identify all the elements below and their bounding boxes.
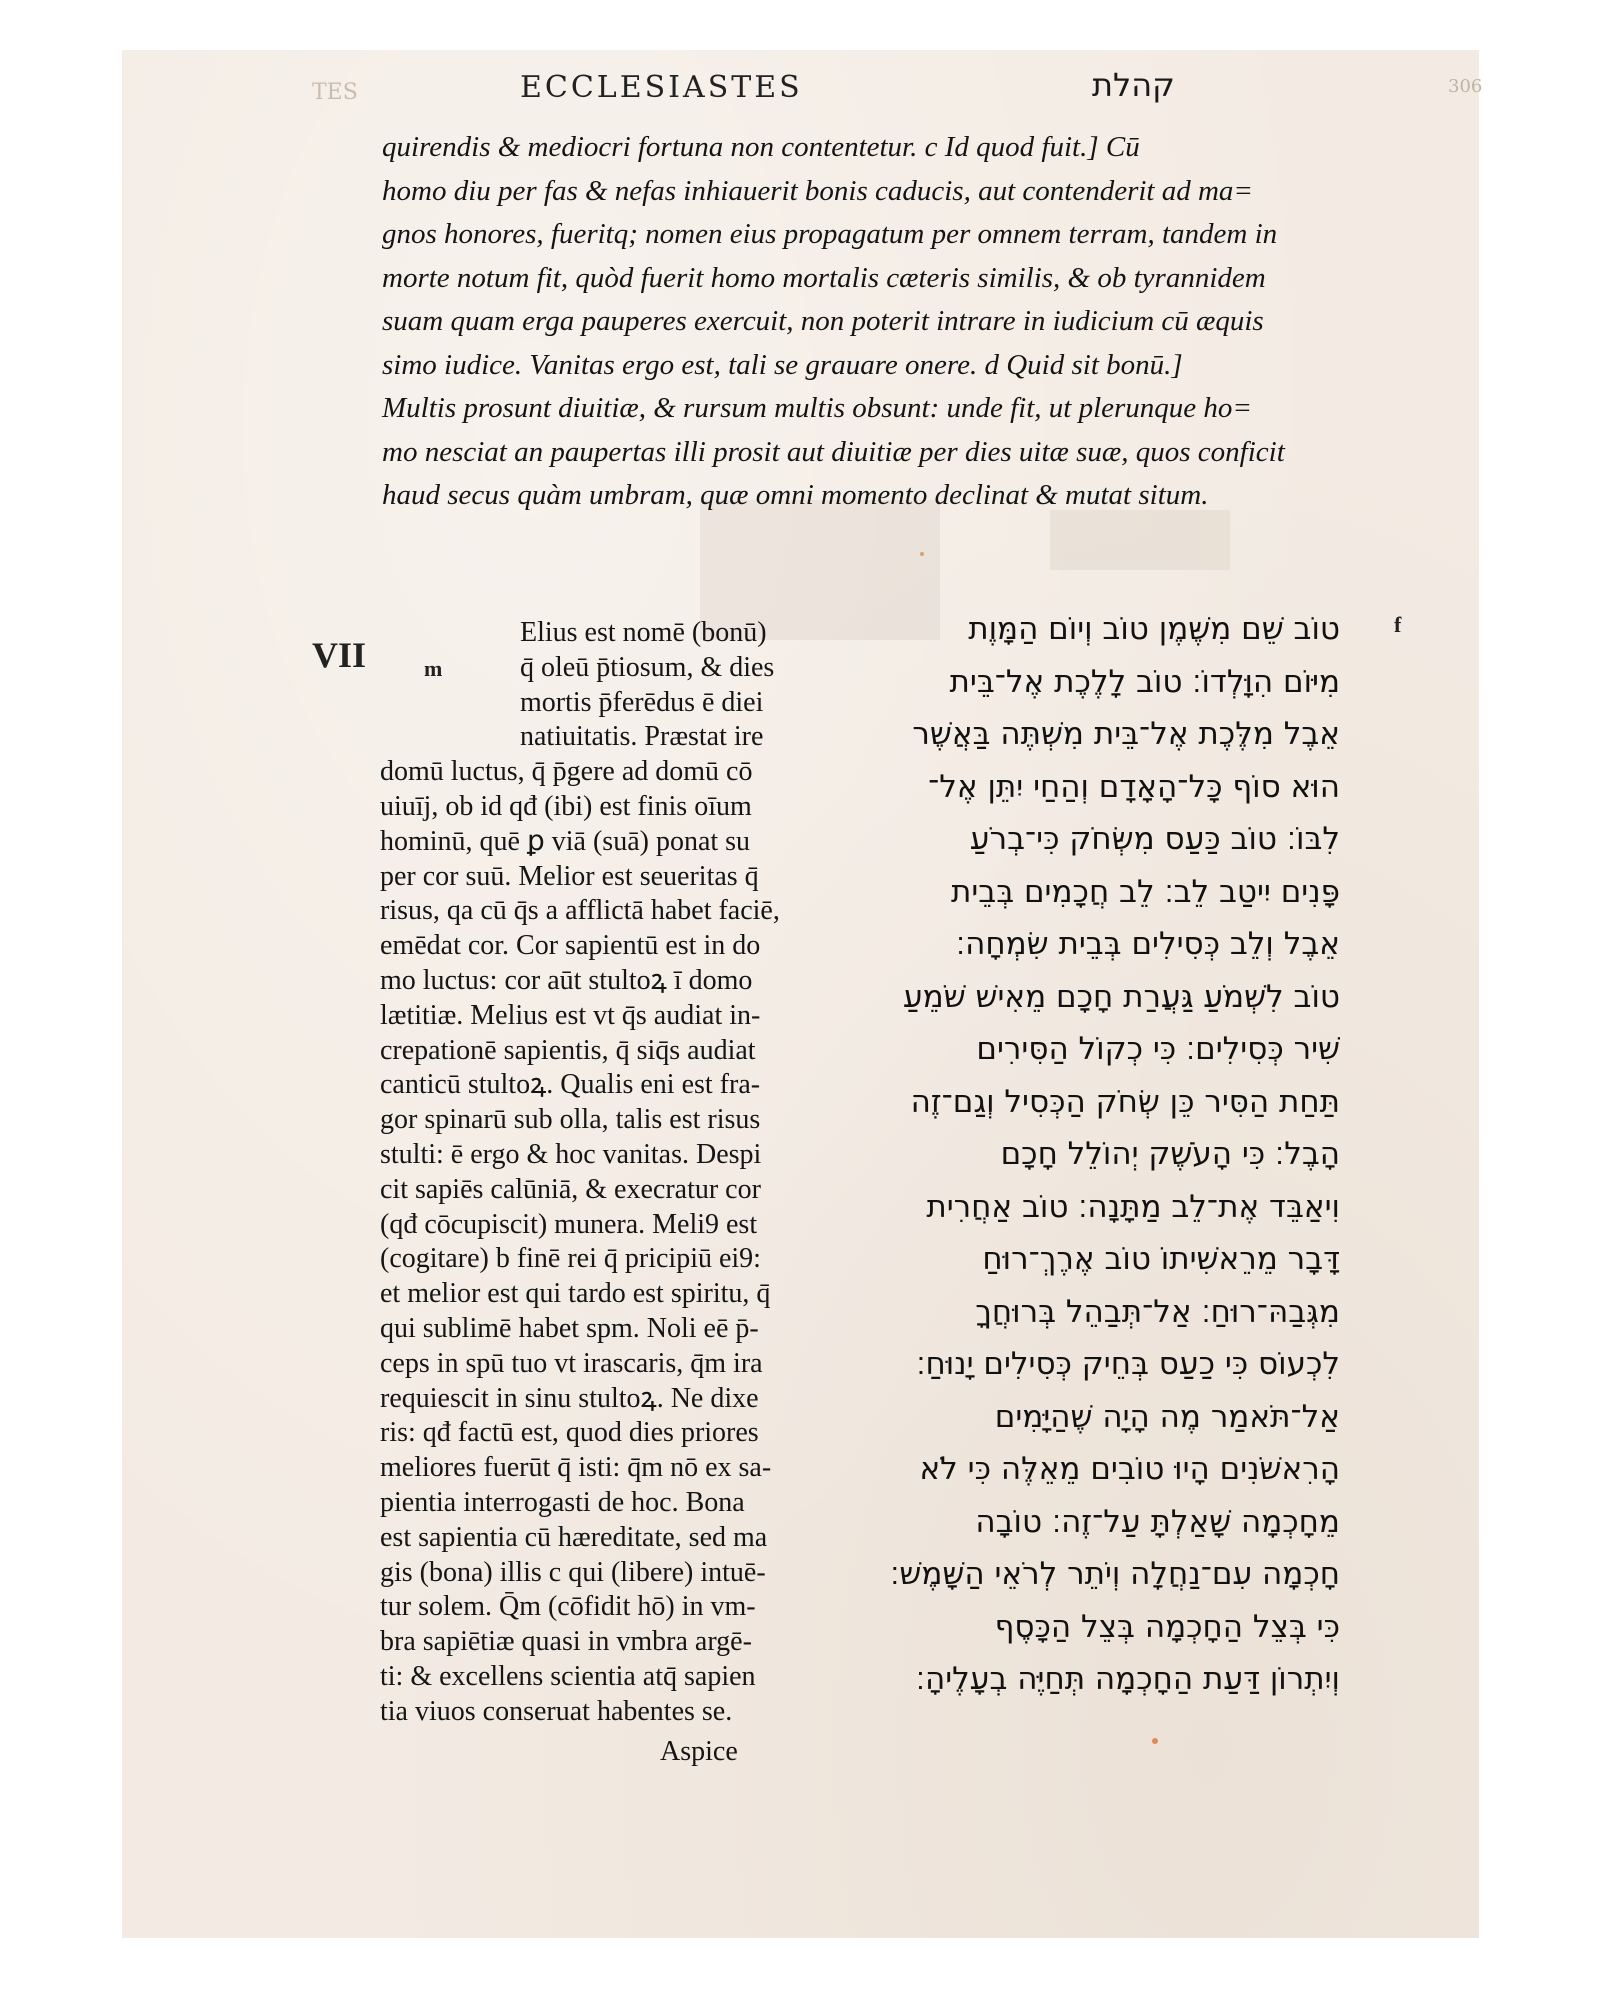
hebrew-line: וִיאַבֵּד אֶת־לֵב מַתָּנָה׃ טוֹב אַחֲרִית (926, 1188, 1340, 1225)
running-head-hebrew: קהלת (1092, 66, 1175, 104)
latin-line: et melior est qui tardo est spiritu, q̄ (380, 1278, 771, 1310)
bleed-through-header: TES (312, 80, 358, 105)
latin-line: risus, qa cū q̄s a afflictā habet faciē, (380, 895, 780, 927)
latin-line: stulti: ē ergo & hoc vanitas. Despi (380, 1138, 762, 1170)
chapter-number: VII (312, 635, 367, 675)
hebrew-line: מִיּוֹם הִוָּלְדוֹ׃ טוֹב לָלֶכֶת אֶל־בֵּית (949, 663, 1340, 700)
commentary-line: Multis prosunt diuitiæ, & rursum multis obsunt: unde fit, ut plerunque ho= (382, 392, 1252, 424)
latin-line: lætitiæ. Melius est vt q̄s audiat in- (380, 999, 761, 1031)
latin-line: meliores fuerūt q̄ isti: q̄m nō ex sa- (380, 1452, 772, 1484)
latin-line: uiuīj, ob id qđ (ibi) est finis oīum (380, 790, 752, 822)
latin-line: qui sublimē habet spm. Noli eē p̄- (380, 1312, 759, 1344)
latin-line: requiescit in sinu stultoꝝ. Ne dixe (380, 1382, 759, 1414)
latin-line: hominū, quē ꝑ viā (suā) ponat su (380, 825, 751, 857)
hebrew-line: לִבּוֹ׃ טוֹב כַּעַס מִשְּׂחֹק כִּי־בְרֹעַ (969, 821, 1340, 857)
hebrew-line: וְיִתְרוֹן דַּעַת הַחָכְמָה תְּחַיֶּה בְעָלֶיהָ׃ (915, 1661, 1340, 1697)
latin-line: Elius est nomē (bonū) (520, 617, 767, 648)
hebrew-line: טוֹב שֵׁם מִשֶּׁמֶן טוֹב וְיוֹם הַמָּוֶת (968, 611, 1340, 647)
latin-line: mortis p̄ferēdus ē diei (520, 686, 764, 718)
commentary-line: morte notum fit, quòd fuerit homo mortalis cæteris similis, & ob tyrannidem (382, 261, 1266, 294)
commentary-line: suam quam erga pauperes exercuit, non poterit intrare in iudicium cū æquis (382, 305, 1264, 337)
folio-number: 306 (1448, 76, 1483, 97)
hebrew-line: הוּא סוֹף כָּל־הָאָדָם וְהַחַי יִתֵּן אֶל־ (928, 768, 1340, 805)
hebrew-line: אֵבֶל מִלֶּכֶת אֶל־בֵּית מִשְׁתֶּה בַּאֲשֶׁר (912, 716, 1340, 752)
hebrew-line: לִכְעוֹס כִּי כַעַס בְּחֵיק כְּסִילִים יָנוּחַ׃ (916, 1346, 1340, 1382)
latin-line: tia viuos conseruat habentes se. (380, 1695, 733, 1727)
latin-line: ti: & excellens scientia atq̄ sapien (380, 1660, 756, 1692)
latin-line: natiuitatis. Præstat ire (520, 721, 764, 753)
commentary-line: quirendis & mediocri fortuna non contentetur. c Id quod fuit.] Cū (382, 131, 1140, 163)
commentary-line: mo nesciat an paupertas illi prosit aut diuitiæ per dies uitæ suæ, quos conficit (382, 435, 1285, 468)
commentary-block (382, 126, 1347, 518)
margin-note-mark: m (424, 656, 443, 681)
hebrew-line: הָבֶל׃ כִּי הָעֹשֶׁק יְהוֹלֵל חָכָם (1000, 1136, 1340, 1172)
hebrew-line: טוֹב לִשְׁמֹעַ גַּעֲרַת חָכָם מֵאִישׁ שֹׁמֵעַ (902, 978, 1340, 1015)
latin-line: gor spinarū sub olla, talis est risus (380, 1104, 761, 1136)
hebrew-line: אֵבֶל וְלֵב כְּסִילִים בְּבֵית שִׂמְחָה׃ (955, 926, 1340, 962)
hebrew-line: אַל־תֹּאמַר מֶה הָיָה שֶׁהַיָּמִים (994, 1398, 1340, 1435)
commentary-line: homo diu per fas & nefas inhiauerit bonis caducis, aut contenderit ad ma= (382, 174, 1253, 207)
latin-line: pientia interrogasti de hoc. Bona (380, 1486, 745, 1518)
latin-line: per cor suū. Melior est seueritas q̄ (380, 860, 759, 892)
latin-line: bra sapiētiæ quasi in vmbra argē- (380, 1626, 752, 1658)
hebrew-line: פָּנִים יִיטַב לֵב׃ לֵב חֲכָמִים בְּבֵית (950, 873, 1340, 910)
latin-line: (qđ cōcupiscit) munera. Meli9 est (380, 1208, 758, 1240)
latin-line: crepationē sapientis, q̄ siq̄s audiat (380, 1034, 756, 1066)
latin-line: mo luctus: cor aūt stultoꝝ ī domo (380, 964, 753, 996)
latin-line: (cogitare) b finē rei q̄ pricipiū ei9: (380, 1243, 761, 1275)
paper-spot (1152, 1738, 1158, 1744)
hebrew-line: כִּי בְּצֵל הַחָכְמָה בְּצֵל הַכָּסֶף (994, 1608, 1340, 1645)
hebrew-line: הָרִאשֹׁנִים הָיוּ טוֹבִים מֵאֵלֶּה כִּי לֹא (919, 1451, 1340, 1487)
latin-line: ceps in spū tuo vt irascaris, q̄m ira (380, 1347, 763, 1379)
hebrew-line: מֵחָכְמָה שָׁאַלְתָּ עַל־זֶה׃ טוֹבָה (975, 1503, 1340, 1540)
hebrew-line: דָּבָר מֵרֵאשִׁיתוֹ טוֹב אֶרֶךְ־רוּחַ (982, 1241, 1340, 1277)
latin-line: tur solem. Q̄m (cōfidit hō) in vm- (380, 1591, 756, 1623)
catchword: Aspice (660, 1736, 738, 1767)
commentary-line: gnos honores, fueritq; nomen eius propagatum per omnem terram, tandem in (382, 218, 1278, 250)
latin-line: q̄ oleū p̄tiosum, & dies (520, 651, 775, 683)
hebrew-line: תַּחַת הַסִּיר כֵּן שְׂחֹק הַכְּסִיל וְגַם־זֶה (910, 1083, 1340, 1120)
latin-line: est sapientia cū hæreditate, sed ma (380, 1521, 768, 1553)
latin-line: ris: qđ factū est, quod dies priores (380, 1417, 759, 1449)
commentary-line: simo iudice. Vanitas ergo est, tali se grauare onere. d Quid sit bonū.] (382, 348, 1183, 381)
commentary-line: haud secus quàm umbram, quæ omni momento declinat & mutat situm. (382, 479, 1209, 511)
hebrew-line: שִׁיר כְּסִילִים׃ כִּי כְקוֹל הַסִּירִים (976, 1031, 1340, 1067)
latin-line: emēdat cor. Cor sapientū est in do (380, 930, 761, 962)
paper-spot (920, 552, 924, 556)
hebrew-line: מִגְּבַהּ־רוּחַ׃ אַל־תְּבַהֵל בְּרוּחֲךָ (975, 1293, 1340, 1330)
latin-line: cit sapiēs calūniā, & execratur cor (380, 1173, 761, 1205)
hebrew-line: חָכְמָה עִם־נַחֲלָה וְיֹתֵר לְרֹאֵי הַשָּׁמֶשׁ׃ (890, 1556, 1340, 1592)
latin-line: domū luctus, q̄ p̄gere ad domū cō (380, 756, 753, 788)
latin-line: gis (bona) illis c qui (libere) intuē- (380, 1556, 766, 1588)
latin-translation-column (380, 616, 840, 1730)
latin-line: canticū stultoꝝ. Qualis eni est fra- (380, 1069, 761, 1101)
bleed-through-shadow (1050, 510, 1230, 570)
hebrew-text-column (870, 603, 1340, 1706)
running-head-latin: ECCLESIASTES (520, 70, 803, 105)
margin-note-mark: f (1394, 612, 1402, 637)
